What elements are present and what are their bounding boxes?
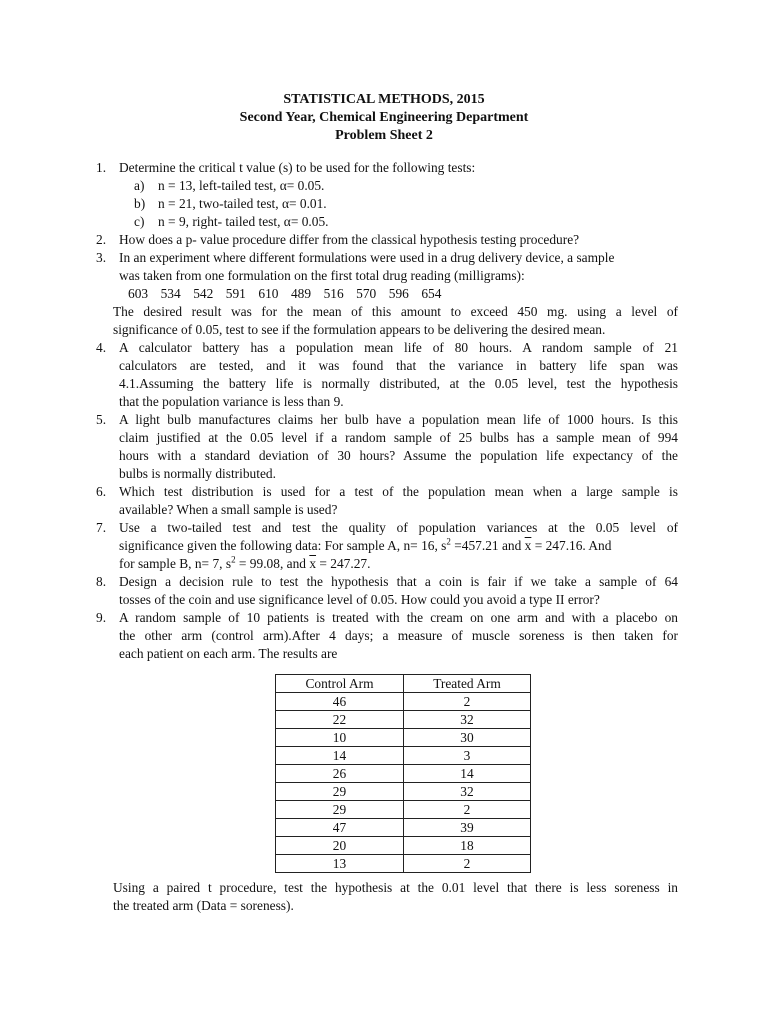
q9-line-5: the treated arm (Data = soreness).	[113, 898, 294, 913]
q1c-label: c)	[134, 214, 145, 229]
q9-line-2: the other arm (control arm).After 4 days; a measure of muscle soreness is then taken for	[119, 628, 678, 643]
q3-line-3: The desired result was for the mean of this amount to exceed 450 mg. using a level of	[113, 304, 678, 319]
treated-cell: 30	[403, 729, 530, 747]
superscript-2: 2	[446, 536, 451, 547]
table-header-row	[276, 675, 531, 693]
table-row	[276, 855, 531, 873]
q7-line-3-part-c: = 247.27.	[316, 556, 371, 571]
q4-line-2: calculators are tested, and it was found that the variance in battery life span was	[119, 358, 678, 373]
q6-line-2: available? When a small sample is used?	[119, 502, 338, 517]
q7-line-3-part-b: = 99.08, and	[235, 556, 310, 571]
control-cell: 29	[276, 801, 404, 819]
q4-number: 4.	[96, 340, 107, 355]
q1b-label: b)	[134, 196, 146, 211]
q6-number: 6.	[96, 484, 107, 499]
x-bar-symbol: $\overline{x}$	[524, 538, 532, 553]
control-cell: 29	[276, 783, 404, 801]
q3-line-4: significance of 0.05, test to see if the formulation appears to be delivering the desired mean.	[113, 322, 606, 337]
q5-line-3: hours with a standard deviation of 30 hours? Assume the population life expectancy of the	[119, 448, 678, 463]
q6-line-1: Which test distribution is used for a test of the population mean when a large sample is	[119, 484, 678, 499]
q1c-text: n = 9, right- tailed test, α= 0.05.	[158, 214, 329, 229]
q4-line-3: 4.1.Assuming the battery life is normally distributed, at the 0.05 level, test the hypothesis	[119, 376, 678, 391]
q3-reading: 516	[323, 286, 344, 301]
q5-line-1: A light bulb manufactures claims her bulb have a population mean life of 1000 hours. Is this	[119, 412, 678, 427]
q3-reading: 603	[128, 286, 149, 301]
table-row	[276, 693, 531, 711]
treated-cell: 3	[403, 747, 530, 765]
q3-reading: 610	[258, 286, 279, 301]
document-subtitle: Second Year, Chemical Engineering Department	[239, 110, 529, 125]
q3-reading: 596	[388, 286, 409, 301]
q1-number: 1.	[96, 160, 107, 175]
control-cell: 20	[276, 837, 404, 855]
q3-reading: 542	[193, 286, 214, 301]
q3-line-1: In an experiment where different formulations were used in a drug delivery device, a sample	[119, 250, 615, 265]
control-cell: 13	[276, 855, 404, 873]
q1a-text: n = 13, left-tailed test, α= 0.05.	[158, 178, 325, 193]
q5-line-4: bulbs is normally distributed.	[119, 466, 276, 481]
control-cell: 22	[276, 711, 404, 729]
x-bar-symbol: $\overline{x}$	[309, 556, 317, 571]
treated-cell: 2	[403, 855, 530, 873]
table-row	[276, 801, 531, 819]
control-cell: 14	[276, 747, 404, 765]
q8-line-1: Design a decision rule to test the hypothesis that a coin is fair if we take a sample of 64	[119, 574, 678, 589]
q1b-text: n = 21, two-tailed test, α= 0.01.	[158, 196, 327, 211]
q3-reading: 570	[356, 286, 377, 301]
treated-cell: 32	[403, 783, 530, 801]
q9-line-1: A random sample of 10 patients is treated with the cream on one arm and with a placebo on	[119, 610, 678, 625]
column-header-treated: Treated Arm	[403, 675, 530, 693]
q7-line-2	[119, 538, 611, 554]
q3-reading: 654	[421, 286, 442, 301]
table-row	[276, 819, 531, 837]
column-header-control: Control Arm	[276, 675, 404, 693]
q3-readings	[128, 286, 454, 302]
table-row	[276, 729, 531, 747]
q1-text: Determine the critical t value (s) to be used for the following tests:	[119, 160, 476, 175]
superscript-2: 2	[231, 554, 236, 565]
treated-cell: 18	[403, 837, 530, 855]
q3-reading: 534	[160, 286, 181, 301]
q8-line-2: tosses of the coin and use significance level of 0.05. How could you avoid a type II error?	[119, 592, 600, 607]
treated-cell: 32	[403, 711, 530, 729]
control-cell: 26	[276, 765, 404, 783]
q3-reading: 489	[290, 286, 312, 301]
q5-number: 5.	[96, 412, 107, 427]
table-row	[276, 747, 531, 765]
sheet-title: Problem Sheet 2	[335, 128, 433, 143]
q7-line-2-part-c: = 247.16. And	[531, 538, 612, 553]
q9-number: 9.	[96, 610, 107, 625]
table-row	[276, 837, 531, 855]
q4-line-1: A calculator battery has a population mean life of 80 hours. A random sample of 21	[119, 340, 678, 355]
table-row	[276, 711, 531, 729]
q7-line-1: Use a two-tailed test and test the quality of population variances at the 0.05 level of	[119, 520, 678, 535]
q2-text: How does a p- value procedure differ from the classical hypothesis testing procedure?	[119, 232, 580, 247]
q7-line-2-part-a: significance given the following data: For sample A, n= 16, s	[119, 538, 447, 553]
q3-number: 3.	[96, 250, 107, 265]
treated-cell: 2	[403, 801, 530, 819]
treated-cell: 2	[403, 693, 530, 711]
q5-line-2: claim justified at the 0.05 level if a random sample of 25 bulbs has a sample mean of 994	[119, 430, 678, 445]
treated-cell: 14	[403, 765, 530, 783]
control-cell: 47	[276, 819, 404, 837]
q3-reading: 591	[225, 286, 246, 301]
q8-number: 8.	[96, 574, 107, 589]
q7-line-3-part-a: for sample B, n= 7, s	[119, 556, 232, 571]
q7-number: 7.	[96, 520, 107, 535]
table-row	[276, 765, 531, 783]
q2-number: 2.	[96, 232, 107, 247]
q3-line-2: was taken from one formulation on the first total drug reading (milligrams):	[119, 268, 525, 283]
treated-cell: 39	[403, 819, 530, 837]
table-row	[276, 783, 531, 801]
control-cell: 10	[276, 729, 404, 747]
q9-line-3: each patient on each arm. The results are	[119, 646, 338, 661]
control-cell: 46	[276, 693, 404, 711]
q7-line-3	[119, 556, 370, 572]
document-title: STATISTICAL METHODS, 2015	[283, 92, 485, 107]
soreness-results-table	[275, 674, 531, 873]
q4-line-4: that the population variance is less than 9.	[119, 394, 344, 409]
q7-line-2-part-b: =457.21 and	[450, 538, 525, 553]
q1a-label: a)	[134, 178, 145, 193]
q9-line-4: Using a paired t procedure, test the hypothesis at the 0.01 level that there is less soreness in	[113, 880, 678, 895]
